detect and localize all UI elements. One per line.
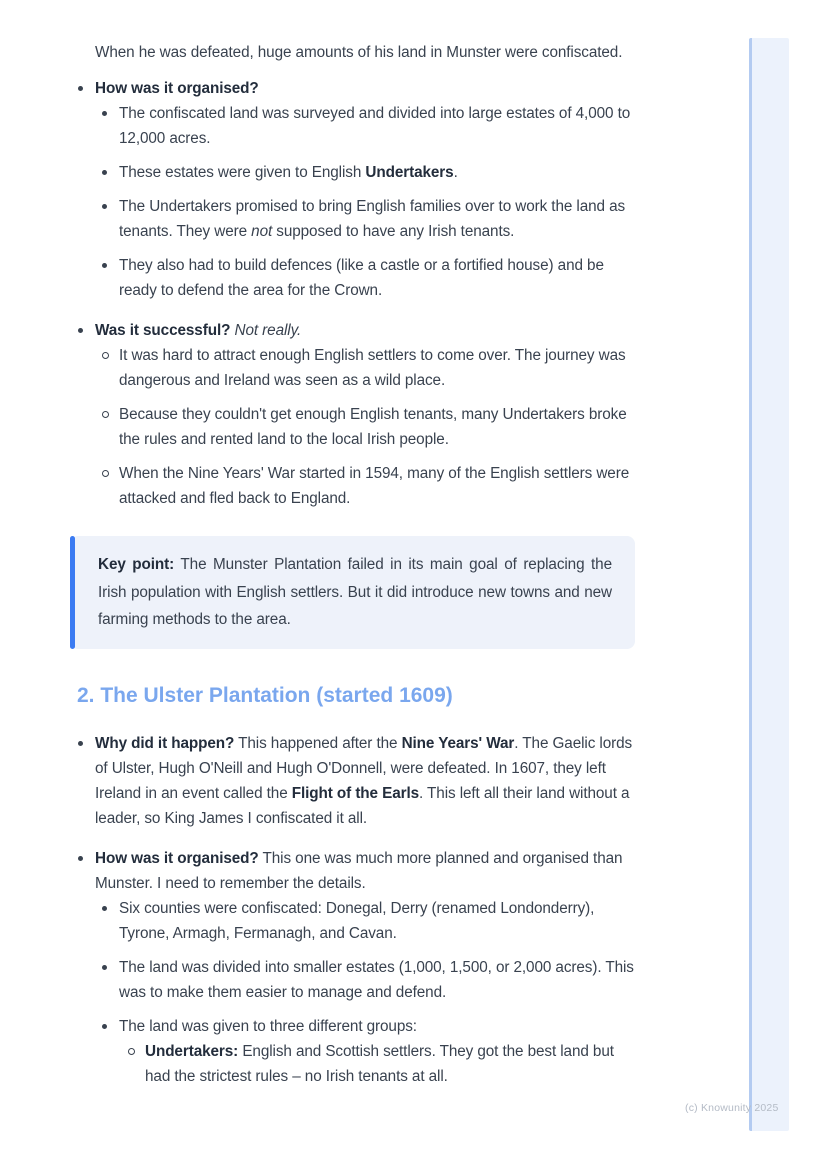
bullet-icon: [102, 263, 107, 268]
list-item-text: How was it organised? This one was much more planned and organised than Munster. I need to remember the details.: [95, 849, 623, 892]
bullet-icon: [78, 86, 83, 91]
text-run: Nine Years' War: [401, 734, 515, 752]
keypoint-callout: [70, 536, 635, 649]
text-run: Not really.: [234, 322, 302, 339]
list-item: [95, 160, 637, 185]
bullet-icon: [102, 965, 107, 970]
ulster-organised-sub-list: [95, 896, 637, 1089]
list-item-text: The land was divided into smaller estates (1,000, 1,500, or 2,000 acres). This was to make them easier to manage and defend.: [119, 958, 634, 1001]
text-run: Was it successful?: [95, 322, 231, 339]
text-run: Why did it happen?: [95, 734, 235, 752]
list-item: [95, 194, 637, 244]
bullet-icon: [102, 1024, 107, 1029]
bullet-icon: [78, 856, 83, 861]
ulster-list: [77, 731, 637, 1089]
text-run: Key point:: [98, 556, 175, 573]
list-item: [95, 101, 637, 151]
list-item-text: These estates were given to English Undertakers.: [119, 164, 458, 181]
list-item-text: The Undertakers promised to bring English families over to work the land as tenants. They were not supposed to have any Irish tenants.: [119, 198, 626, 240]
callout-accent-bar: [70, 536, 75, 649]
text-run: How was it organised?: [95, 849, 259, 867]
list-item: [95, 253, 637, 303]
list-item-text: The confiscated land was surveyed and divided into large estates of 4,000 to 12,000 acres.: [119, 105, 631, 147]
list-item-organised: [77, 76, 637, 303]
text-run: not: [251, 223, 273, 240]
text-run: Flight of the Earls: [291, 784, 420, 802]
bullet-icon: [102, 204, 107, 209]
list-item-organised-ulster: [77, 846, 637, 1089]
list-item-text: When the Nine Years' War started in 1594, many of the English settlers were attacked and fled back to England.: [119, 465, 630, 507]
bullet-icon: [78, 741, 83, 746]
circle-bullet-icon: [102, 352, 109, 359]
list-item: [95, 896, 637, 946]
text-run: Undertakers:: [145, 1042, 239, 1060]
document-content: [77, 40, 637, 1104]
text-run: How was it organised?: [95, 80, 259, 97]
list-item: [95, 402, 637, 452]
intro-paragraph: When he was defeated, huge amounts of his land in Munster were confiscated.: [95, 44, 623, 61]
list-item-text: Because they couldn't get enough English tenants, many Undertakers broke the rules and rented land to the local Irish people.: [119, 406, 627, 448]
organised-sub-list: [95, 101, 637, 303]
bullet-icon: [78, 328, 83, 333]
circle-bullet-icon: [102, 411, 109, 418]
list-item-text: Six counties were confiscated: Donegal, Derry (renamed Londonderry), Tyrone, Armagh, Fermanagh, and Cavan.: [119, 899, 595, 942]
list-item-undertakers: [119, 1039, 637, 1089]
bullet-icon: [102, 170, 107, 175]
bullet-icon: [102, 906, 107, 911]
circle-bullet-icon: [128, 1048, 135, 1055]
successful-sub-list: [95, 343, 637, 511]
list-item: [95, 461, 637, 511]
text-run: Undertakers: [365, 164, 454, 181]
list-item-why: [77, 731, 637, 831]
list-item-text: The land was given to three different groups:: [119, 1017, 417, 1035]
footer-credit: (c) Knowunity 2025: [685, 1102, 779, 1114]
list-item-successful: [77, 318, 637, 511]
bullet-icon: [102, 111, 107, 116]
list-item-text: [95, 76, 637, 101]
circle-bullet-icon: [102, 470, 109, 477]
section-heading-ulster: 2. The Ulster Plantation (started 1609): [77, 683, 453, 707]
list-item: [95, 955, 637, 1005]
page-edge-decoration: [749, 38, 789, 1131]
list-item-text: It was hard to attract enough English settlers to come over. The journey was dangerous and Ireland was seen as a wild place.: [119, 347, 626, 389]
list-item-text: Undertakers: English and Scottish settlers. They got the best land but had the strictest rules – no Irish tenants at all.: [145, 1042, 614, 1085]
list-item: [95, 1014, 637, 1089]
list-item-text: Why did it happen? This happened after the Nine Years' War. The Gaelic lords of Ulster, Hugh O'Neill and Hugh O'Donnell, were defeated. In 1607, they left Ireland in an event called the Flight of the Earls. This left all their land without a leader, so King James I confiscated it all.: [95, 734, 633, 827]
groups-sub-list: [119, 1039, 637, 1089]
list-item-text: [95, 318, 637, 343]
munster-list: [77, 76, 637, 511]
list-item-text: They also had to build defences (like a castle or a fortified house) and be ready to defend the area for the Crown.: [119, 257, 604, 299]
keypoint-text: Key point: The Munster Plantation failed in its main goal of replacing the Irish population with English settlers. But it did introduce new towns and new farming methods to the area.: [98, 556, 612, 628]
list-item: [95, 343, 637, 393]
